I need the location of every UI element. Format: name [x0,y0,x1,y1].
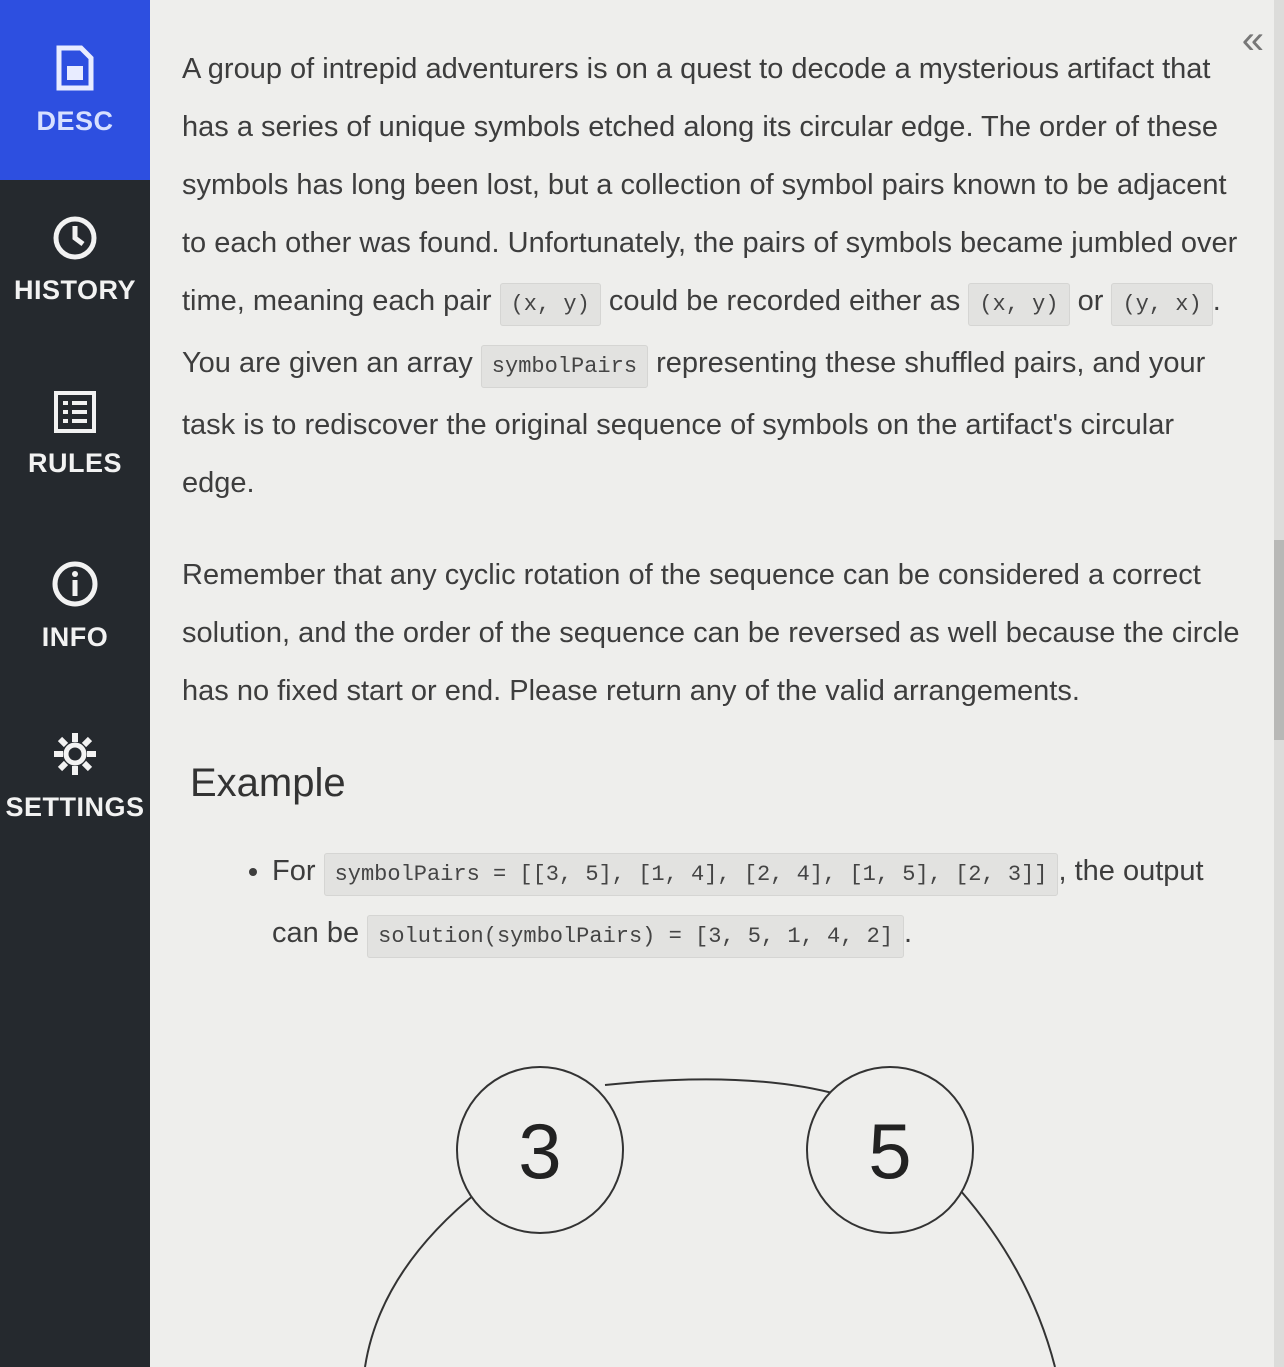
list-icon [53,390,97,434]
document-icon [55,44,95,92]
code-xy: (x, y) [500,283,601,326]
text-span: . You are given an array [182,285,1221,379]
text-span: representing these shuffled pairs, and your task is to rediscover the original sequence of symbols on the artifact's circular edge. [182,347,1206,499]
nav-desc[interactable] [0,0,150,180]
nav-info[interactable] [0,560,150,653]
nav-settings-label: SETTINGS [5,792,145,822]
paragraph-1 [182,40,1242,512]
clock-icon [52,215,98,261]
text-span: A group of intrepid adventurers is on a quest to decode a mysterious artifact that has a series of unique symbols etched along its circular edge. The order of these symbols has long been lost, but a collection of symbol pairs known to be adjacent to each other was found. Unfortunately, the pairs of symbols became jumbled over time, meaning each pair [182,53,1238,317]
circle-diagram [150,1050,1270,1367]
nav-history-label: HISTORY [13,275,137,305]
info-icon [51,560,99,608]
paragraph-2: Remember that any cyclic rotation of the sequence can be considered a correct solution, and the order of the sequence can be reversed as well because the circle has no fixed start or end. Please return any of the valid arrangements. [182,559,1240,707]
example-item [272,842,1242,966]
text-span: . [904,917,913,949]
text-span: For [272,855,324,887]
nav-history[interactable] [0,215,150,306]
example-heading: Example [190,761,346,805]
code-symbolpairs: symbolPairs [481,345,648,388]
scrollbar-thumb[interactable] [1274,540,1284,740]
node-label-5: 5 [868,1107,912,1195]
nav-desc-label: DESC [36,105,114,136]
text-span: could be recorded either as [600,285,969,317]
code-yx: (y, x) [1111,283,1212,326]
nav-info-label: INFO [41,622,109,652]
edge-left [365,1190,480,1367]
nav-rules[interactable] [0,390,150,479]
code-xy-2: (x, y) [968,283,1069,326]
text-span: or [1069,285,1112,317]
nav-rules-label: RULES [27,448,122,478]
node-label-3: 3 [518,1107,562,1195]
edge-3-5 [605,1079,840,1095]
gear-icon [51,730,99,778]
edge-right [960,1190,1055,1367]
description-text [182,40,1242,966]
example-output-code: solution(symbolPairs) = [3, 5, 1, 4, 2] [367,915,904,958]
example-list [182,842,1242,966]
example-input-code: symbolPairs = [[3, 5], [1, 4], [2, 4], [1, 5], [2, 3]] [324,853,1059,896]
collapse-panel-button[interactable]: « [1241,18,1264,62]
sidebar [0,0,150,1367]
nav-settings[interactable] [0,730,150,823]
text-span: , the output can be [272,855,1204,949]
